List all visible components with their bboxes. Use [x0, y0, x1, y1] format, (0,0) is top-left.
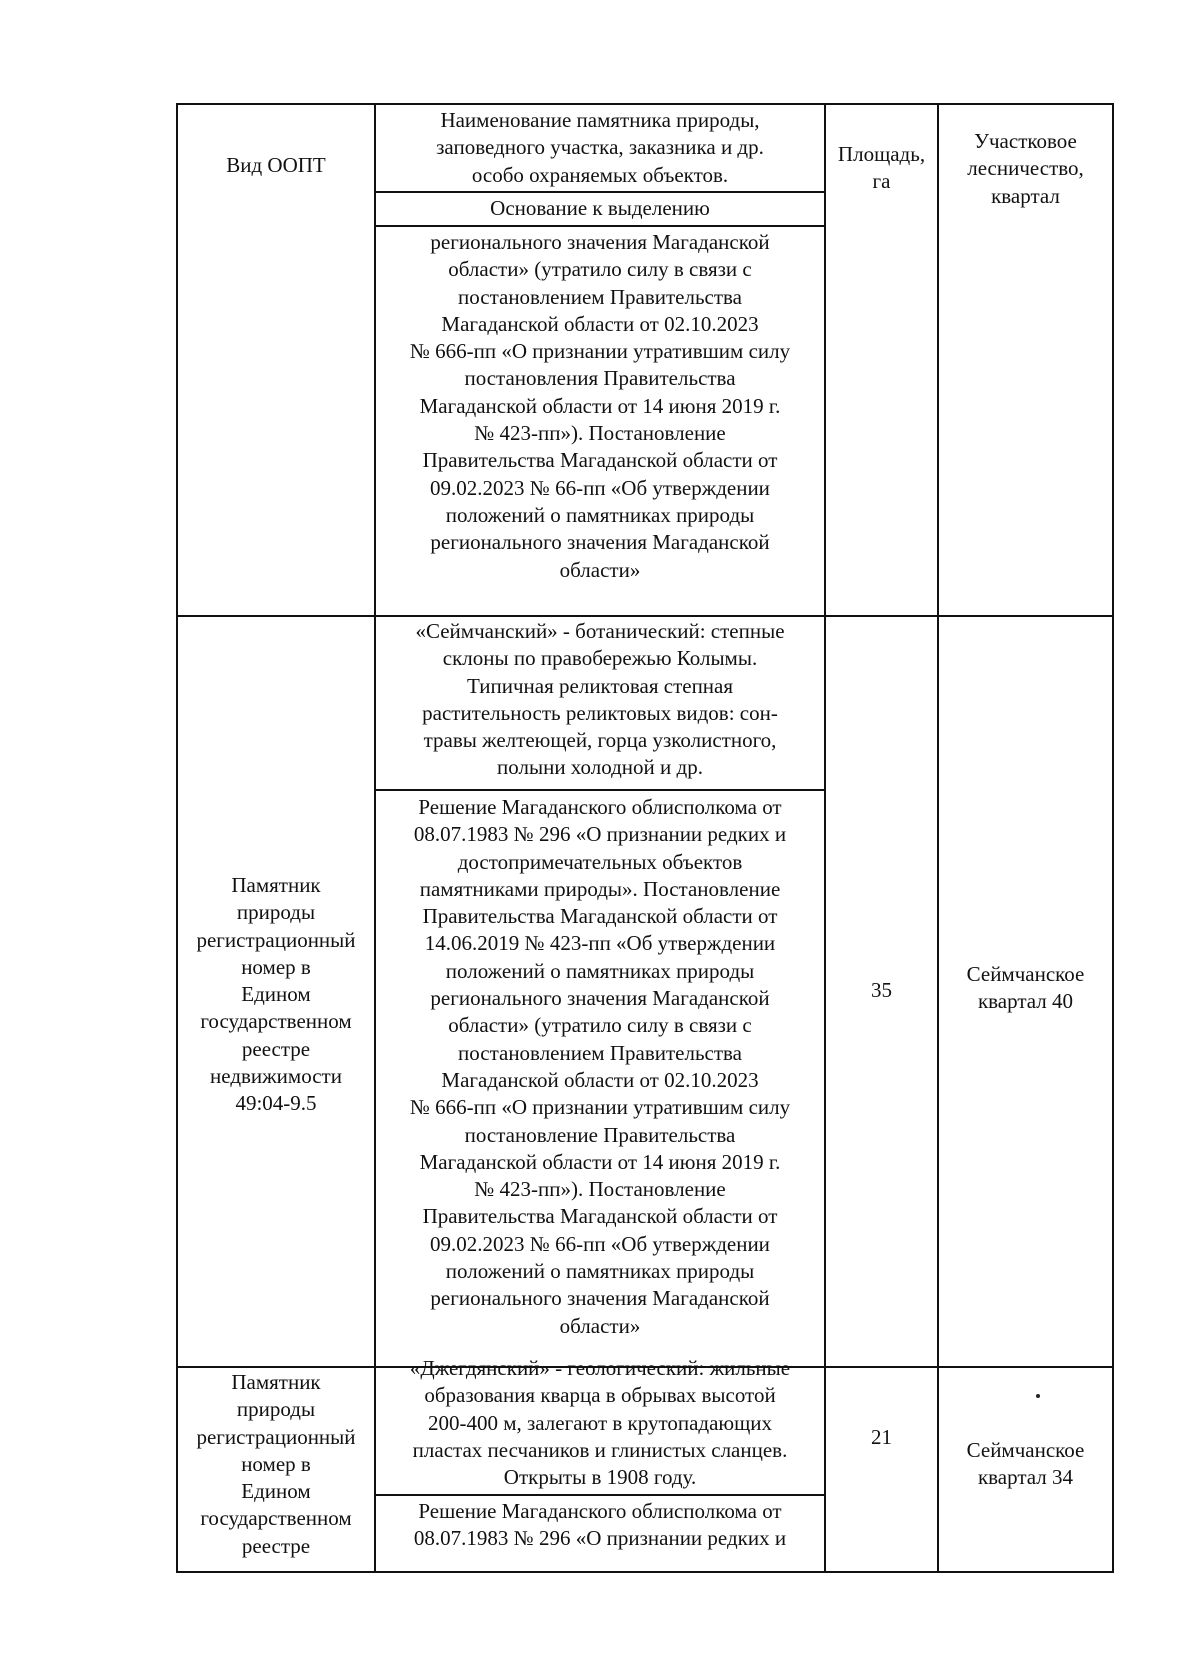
cell-text-line: образования кварца в обрывах высотой [424, 1383, 776, 1408]
forestry-cell [939, 1437, 1112, 1492]
cell-text-line: Типичная реликтовая степная [466, 673, 734, 698]
header-text: лесничество, [967, 156, 1084, 181]
cell-text-line: реестре [241, 1036, 311, 1061]
cell-text-line: постановлением Правительства [457, 284, 742, 309]
cell-text-line: № 666-пп «О признании утратившим силу [409, 339, 791, 364]
header-text: Вид ООПТ [226, 153, 326, 177]
cell-text-line: Едином [241, 982, 311, 1007]
cell-text-line: № 423-пп»). Постановление [474, 1177, 726, 1202]
cell-text-line: полыни холодной и др. [497, 755, 703, 780]
cell-text-line: 200-400 м, залегают в крутопадающих [427, 1410, 773, 1435]
cell-text-line: области» (утратило силу в связи с [448, 257, 752, 282]
header-text: га [872, 169, 891, 194]
header-type-cell [178, 152, 374, 179]
column-divider [937, 105, 939, 1571]
header-forestry-cell [939, 128, 1112, 210]
header-text: Основание к выделению [490, 196, 710, 220]
type-cell [178, 872, 374, 1118]
cell-text-line: Памятник [231, 873, 321, 897]
cell-text-line: постановление Правительства [464, 1122, 736, 1147]
cell-text-line: Магаданской области от 02.10.2023 [441, 1067, 759, 1092]
name-cell [376, 618, 824, 782]
cell-text-line: номер в [241, 1451, 311, 1476]
cell-text-line: № 423-пп»). Постановление [474, 421, 726, 446]
cell-text-line: недвижимости [210, 1064, 342, 1089]
scan-speck [1036, 1394, 1040, 1398]
cell-text-line: области» [559, 557, 641, 582]
cell-text-line: Сеймчанское [966, 1438, 1085, 1462]
header-text: Площадь, [837, 142, 926, 166]
cell-text-line: номер в [241, 954, 311, 979]
cell-text-line: Сеймчанское [966, 962, 1085, 986]
cell-text-line: регионального значения Магаданской [430, 530, 770, 555]
header-name-cell [376, 107, 824, 189]
cell-text-line: Магаданской области от 02.10.2023 [441, 311, 759, 336]
cell-text-line: 35 [871, 978, 892, 1002]
header-basis-cell [376, 195, 824, 222]
cell-text-line: пластах песчаников и глинистых сланцев. [412, 1437, 788, 1462]
type-cell [178, 1369, 374, 1560]
cell-text-line: реестре [241, 1533, 311, 1558]
cell-text-line: положений о памятниках природы [445, 958, 755, 983]
cell-text-line: положений о памятниках природы [445, 502, 755, 527]
cell-text-line: Решение Магаданского облисполкома от [418, 795, 782, 819]
cell-text-line: положений о памятниках природы [445, 1259, 755, 1284]
cell-text-line: склоны по правобережью Колымы. [442, 646, 758, 671]
cell-text-line: Правительства Магаданской области от [422, 448, 778, 473]
basis-cell [376, 1498, 824, 1553]
cell-text-line: Едином [241, 1479, 311, 1504]
cell-text-line: Правительства Магаданской области от [422, 1204, 778, 1229]
cell-text-line: Правительства Магаданской области от [422, 904, 778, 929]
cell-text-line: Памятник [231, 1370, 321, 1394]
cell-text-line: растительность реликтовых видов: сон- [422, 700, 778, 725]
cell-text-line: квартал 40 [977, 989, 1074, 1014]
cell-text-line: «Джегдянский» - геологический: жильные [409, 1356, 791, 1380]
cell-text-line: квартал 34 [977, 1465, 1074, 1490]
cell-text-line: Магаданской области от 14 июня 2019 г. [419, 393, 781, 418]
header-text: Участковое [974, 129, 1077, 153]
cell-text-line: памятниками природы». Постановление [419, 876, 781, 901]
cell-text-line: государственном [200, 1506, 352, 1531]
cell-text-line: регистрационный [196, 927, 356, 952]
forestry-cell [939, 961, 1112, 1016]
basis-cell [376, 794, 824, 1340]
cell-text-line: Открыты в 1908 году. [503, 1465, 697, 1490]
cell-text-line: 08.07.1983 № 296 «О признании редких и [413, 1526, 787, 1551]
cell-text-line: № 666-пп «О признании утратившим силу [409, 1095, 791, 1120]
header-text: заповедного участка, заказника и др. [436, 135, 764, 160]
cell-text-line: регионального значения Магаданской [430, 986, 770, 1011]
cell-text-line: травы желтеющей, горца узколистного, [423, 728, 777, 753]
basis-cell [376, 229, 824, 584]
cell-text-line: 09.02.2023 № 66-пп «Об утверждении [430, 475, 770, 500]
area-cell [826, 977, 937, 1004]
column-divider [824, 105, 826, 1571]
cell-text-line: 49:04-9.5 [235, 1091, 317, 1116]
cell-text-line: природы [236, 1397, 316, 1422]
area-cell [826, 1424, 937, 1451]
cell-text-line: регионального значения Магаданской [430, 1286, 770, 1311]
cell-text-line: области» (утратило силу в связи с [448, 1013, 752, 1038]
cell-text-line: постановлением Правительства [457, 1040, 742, 1065]
row-divider [374, 191, 824, 193]
cell-text-line: государственном [200, 1009, 352, 1034]
cell-text-line: Магаданской области от 14 июня 2019 г. [419, 1149, 781, 1174]
cell-text-line: достопримечательных объектов [457, 849, 743, 874]
cell-text-line: регионального значения Магаданской [430, 230, 770, 254]
oopt-table [176, 103, 1114, 1573]
cell-text-line: 14.06.2019 № 423-пп «Об утверждении [424, 931, 776, 956]
name-cell [376, 1355, 824, 1491]
cell-text-line: 08.07.1983 № 296 «О признании редких и [413, 822, 787, 847]
cell-text-line: природы [236, 900, 316, 925]
cell-text-line: Решение Магаданского облисполкома от [418, 1499, 782, 1523]
row-divider [178, 615, 1112, 617]
row-divider [374, 789, 824, 791]
header-text: Наименование памятника природы, [440, 108, 760, 132]
header-text: особо охраняемых объектов. [471, 162, 729, 187]
header-text: квартал [991, 183, 1060, 208]
header-area-cell [826, 141, 937, 196]
cell-text-line: постановления Правительства [464, 366, 736, 391]
row-divider [374, 1494, 824, 1496]
cell-text-line: 21 [871, 1425, 892, 1449]
cell-text-line: регистрационный [196, 1424, 356, 1449]
cell-text-line: «Сеймчанский» - ботанический: степные [415, 619, 785, 643]
row-divider [374, 225, 824, 227]
cell-text-line: области» [559, 1313, 641, 1338]
cell-text-line: 09.02.2023 № 66-пп «Об утверждении [430, 1231, 770, 1256]
